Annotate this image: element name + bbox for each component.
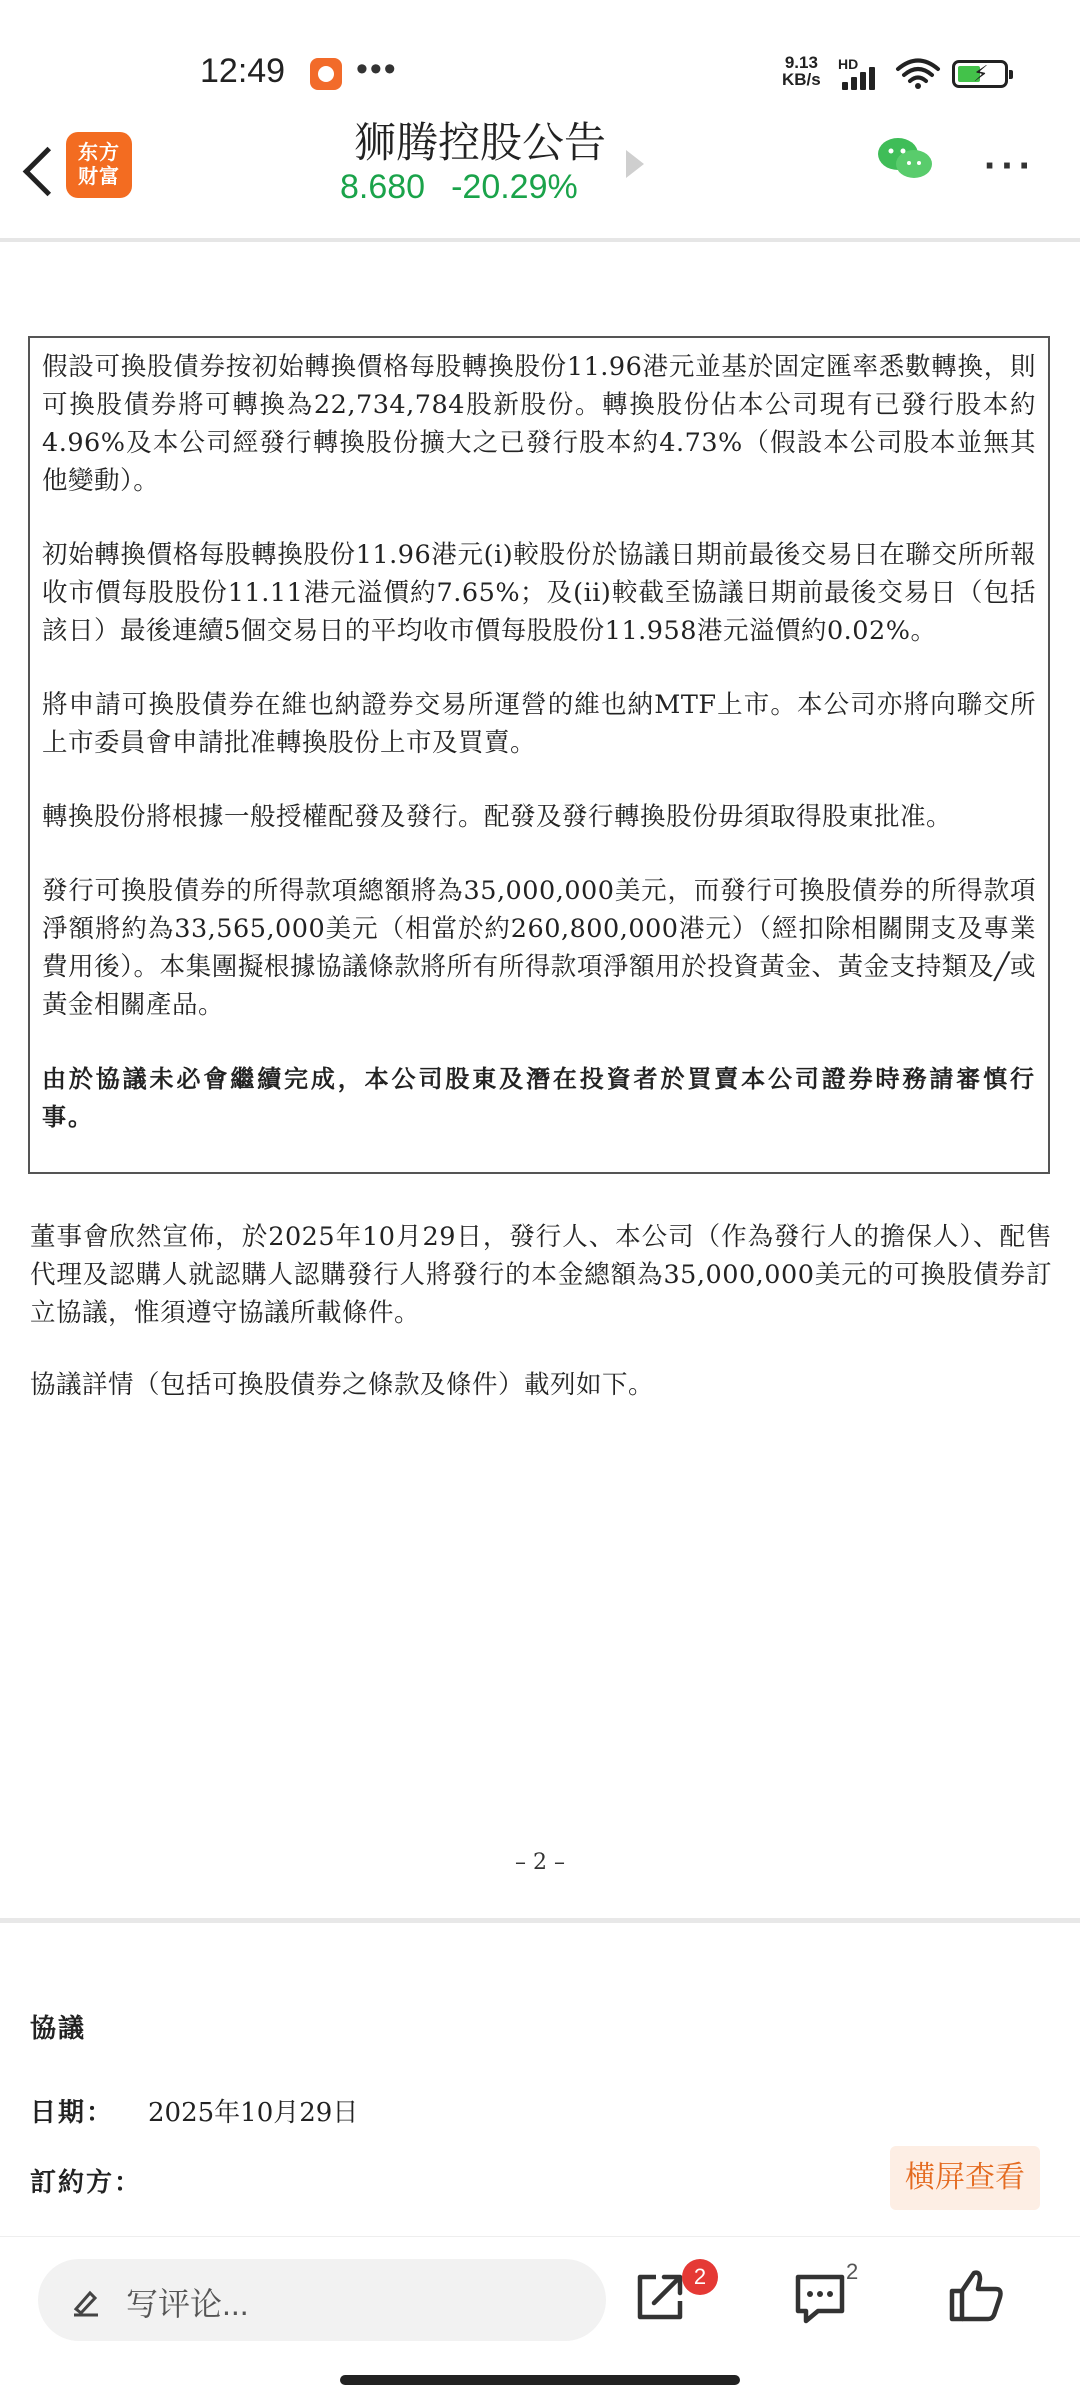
parties-label: 訂約方： [30,2168,143,2198]
body-paragraph: 董事會欣然宣佈，於2025年10月29日，發行人、本公司（作為發行人的擔保人）、配售代理及認購人就認購人認購發行人將發行的本金總額為35,000,000美元的可換股債券訂立協議，惟須遵守協議所載條件。 [30,1222,1052,1328]
battery-icon: ⚡ [952,60,1008,88]
top-header [0,110,1080,240]
date-value: 2025年10月29日 [148,2098,359,2128]
share-badge: 2 [682,2259,718,2295]
summary-box [28,336,1050,1174]
date-row [30,2092,358,2129]
stock-quote[interactable] [340,168,604,207]
home-indicator[interactable] [340,2375,740,2385]
more-options-icon[interactable]: ··· [984,144,1036,188]
page-number: – 2 – [515,1850,565,1875]
page-title: 狮腾控股公告 [353,119,606,166]
chevron-right-icon[interactable] [626,150,644,178]
share-icon[interactable] [630,2267,690,2327]
thumbs-up-icon[interactable] [946,2267,1006,2325]
section-title: 協議 [30,2014,87,2044]
comment-placeholder: 写评论... [126,2286,249,2322]
summary-paragraph: 假設可換股債券按初始轉換價格每股轉換股份11.96港元並基於固定匯率悉數轉換，則可換股債券將可轉換為22,734,784股新股份。轉換股份佔本公司現有已發行股本約4.96%及本公司經發行轉換股份擴大之已發行股本約4.73%（假設本公司股本並無其他變動）。 [42,352,1036,496]
stock-price: 8.680 [340,168,426,206]
header-divider [0,238,1080,242]
summary-paragraph: 轉換股份將根據一般授權配發及發行。配發及發行轉換股份毋須取得股東批准。 [42,802,953,832]
summary-paragraph: 發行可換股債券的所得款項總額將為35,000,000美元，而發行可換股債券的所得款項淨額將約為33,565,000美元（相當於約260,800,000港元）（經扣除相關開支及專業費用後）。本集團擬根據協議條款將所有所得款項淨額用於投資黃金、黃金支持類及╱或黃金相關產品。 [42,876,1036,1020]
comments-icon[interactable] [792,2271,848,2325]
wechat-share-icon[interactable] [876,134,936,184]
warning-paragraph: 由於協議未必會繼續完成，本公司股東及潛在投資者於買賣本公司證券時務請審慎行事。 [42,1065,1036,1131]
more-notifications-icon: ••• [356,50,398,88]
stock-change: -20.29% [451,168,578,206]
back-button[interactable] [18,130,58,210]
wifi-icon [896,58,940,90]
page-separator [0,1918,1080,1923]
comment-count: 2 [846,2259,859,2284]
hd-indicator: HD [838,56,859,72]
app-logo: 东方 财富 [66,132,132,198]
landscape-view-button[interactable]: 横屏查看 [890,2146,1040,2210]
network-speed: 9.13 KB/s [782,53,821,89]
comment-input[interactable] [38,2259,606,2341]
cell-signal-icon [842,64,884,90]
summary-paragraph: 將申請可換股債券在維也納證券交易所運營的維也納MTF上市。本公司亦將向聯交所上市委員會申請批准轉換股份上市及買賣。 [42,690,1036,758]
pencil-icon [70,2285,102,2317]
app-notification-icon [310,58,342,90]
body-text [30,1218,1052,1438]
summary-paragraph: 初始轉換價格每股轉換股份11.96港元(i)較股份於協議日期前最後交易日在聯交所所報收市價每股股份11.11港元溢價約7.65%；及(ii)較截至協議日期前最後交易日（包括該日）最後連續5個交易日的平均收市價每股股份11.958港元溢價約0.02%。 [42,540,1036,646]
body-paragraph: 協議詳情（包括可換股債券之條款及條件）載列如下。 [30,1370,655,1400]
date-label: 日期： [30,2098,115,2128]
status-time: 12:49 [200,52,286,90]
